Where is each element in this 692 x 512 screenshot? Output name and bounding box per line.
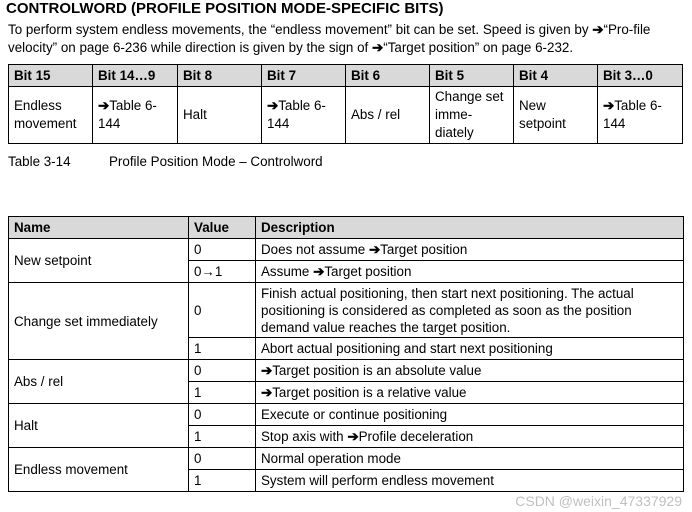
- row-value: 1: [189, 426, 256, 448]
- row-name: Abs / rel: [9, 360, 189, 404]
- row-description: [256, 426, 684, 448]
- description-text: Assume: [261, 264, 314, 279]
- row-description: [256, 404, 684, 426]
- caption-text: Profile Position Mode – Controlword: [109, 154, 323, 169]
- arrow-right-icon: ➔: [592, 22, 604, 37]
- bit-cell-ref[interactable]: [598, 87, 683, 144]
- row-value: 0: [189, 404, 256, 426]
- row-value: 0: [189, 360, 256, 382]
- arrow-right-icon: ➔: [313, 264, 325, 279]
- table-row: [9, 448, 684, 470]
- row-value: 1: [189, 338, 256, 360]
- description-text: Abort actual positioning and start next positioning: [261, 341, 553, 356]
- bit-header: Bit 5: [430, 65, 514, 87]
- intro-paragraph: [8, 21, 688, 57]
- description-header: Description: [256, 217, 684, 239]
- table-ref-link[interactable]: Table 6-144: [98, 98, 157, 131]
- bit-cell-ref[interactable]: [93, 87, 178, 144]
- bits-header-row: [9, 65, 683, 87]
- arrow-right-icon: ➔: [261, 385, 273, 400]
- bit-header: Bit 6: [346, 65, 430, 87]
- caption-label: Table 3-14: [8, 154, 71, 169]
- bit-cell: Endless movement: [9, 87, 93, 144]
- bit-cell: New setpoint: [514, 87, 598, 144]
- row-name: Endless movement: [9, 448, 189, 492]
- row-value: 0: [189, 283, 256, 338]
- row-value: 1: [189, 470, 256, 492]
- target-position-link[interactable]: “Target position” on page 6-232.: [383, 40, 574, 55]
- bits-value-row: [9, 87, 683, 144]
- table-ref-link[interactable]: Table 6-144: [267, 98, 326, 131]
- row-name: Halt: [9, 404, 189, 448]
- table-row: [9, 283, 684, 338]
- row-description: [256, 360, 684, 382]
- bit-header: Bit 3…0: [598, 65, 683, 87]
- description-text: Does not assume: [261, 242, 369, 257]
- bit-cell: Change set imme-diately: [430, 87, 514, 144]
- intro-text-1: To perform system endless movements, the “endless movement” bit can be set. Speed is given by: [8, 22, 593, 37]
- row-value: 1: [189, 382, 256, 404]
- description-link[interactable]: Target position is an absolute value: [272, 363, 482, 378]
- controlword-bits-table: [8, 64, 683, 144]
- row-name: Change set immediately: [9, 283, 189, 360]
- row-description: [256, 239, 684, 261]
- row-description: [256, 338, 684, 360]
- description-text: System will perform endless movement: [261, 473, 494, 488]
- table-row: [9, 360, 684, 382]
- description-link[interactable]: Target position: [324, 264, 412, 279]
- table-caption: [8, 154, 323, 169]
- table-row: [9, 404, 684, 426]
- bit-cell: Halt: [178, 87, 262, 144]
- profile-velocity-link[interactable]: “Pro-file velocity” on page 6-236: [8, 22, 651, 55]
- row-description: [256, 470, 684, 492]
- bit-header: Bit 15: [9, 65, 93, 87]
- intro-text-2: while direction is given by the sign of: [147, 40, 372, 55]
- arrow-right-icon: ➔: [372, 40, 384, 55]
- description-text: Execute or continue positioning: [261, 407, 448, 422]
- controlword-description-table: [8, 216, 684, 492]
- name-header: Name: [9, 217, 189, 239]
- table-ref-link[interactable]: Table 6-144: [603, 98, 662, 131]
- description-link[interactable]: Target position: [380, 242, 468, 257]
- row-value: 0: [189, 239, 256, 261]
- row-value: 0: [189, 448, 256, 470]
- bit-header: Bit 4: [514, 65, 598, 87]
- description-text: Stop axis with: [261, 429, 348, 444]
- bit-header: Bit 14…9: [93, 65, 178, 87]
- arrow-right-icon: ➔: [261, 363, 273, 378]
- table-row: [9, 239, 684, 261]
- row-description: [256, 448, 684, 470]
- desc-header-row: [9, 217, 684, 239]
- arrow-right-icon: ➔: [347, 429, 359, 444]
- row-description: [256, 382, 684, 404]
- row-name: New setpoint: [9, 239, 189, 283]
- description-link[interactable]: Profile deceleration: [358, 429, 474, 444]
- description-text: Finish actual positioning, then start next positioning. The actual positioning is considered as completed as soon as the position demand value reaches the target position.: [261, 285, 634, 335]
- row-value: 0→1: [189, 261, 256, 283]
- arrow-right-icon: ➔: [267, 98, 279, 113]
- arrow-right-icon: ➔: [603, 98, 615, 113]
- row-description: [256, 261, 684, 283]
- arrow-right-icon: ➔: [98, 98, 110, 113]
- description-text: Normal operation mode: [261, 451, 401, 466]
- desc-body: [9, 239, 684, 492]
- bit-header: Bit 7: [262, 65, 346, 87]
- bit-cell: Abs / rel: [346, 87, 430, 144]
- bit-header: Bit 8: [178, 65, 262, 87]
- section-title: CONTROLWORD (PROFILE POSITION MODE-SPECIFIC BITS): [6, 0, 444, 17]
- row-description: [256, 283, 684, 338]
- arrow-right-icon: ➔: [368, 242, 381, 257]
- watermark: CSDN @weixin_47337929: [515, 493, 682, 509]
- description-link[interactable]: Target position is a relative value: [272, 385, 467, 400]
- value-header: Value: [189, 217, 256, 239]
- bit-cell-ref[interactable]: [262, 87, 346, 144]
